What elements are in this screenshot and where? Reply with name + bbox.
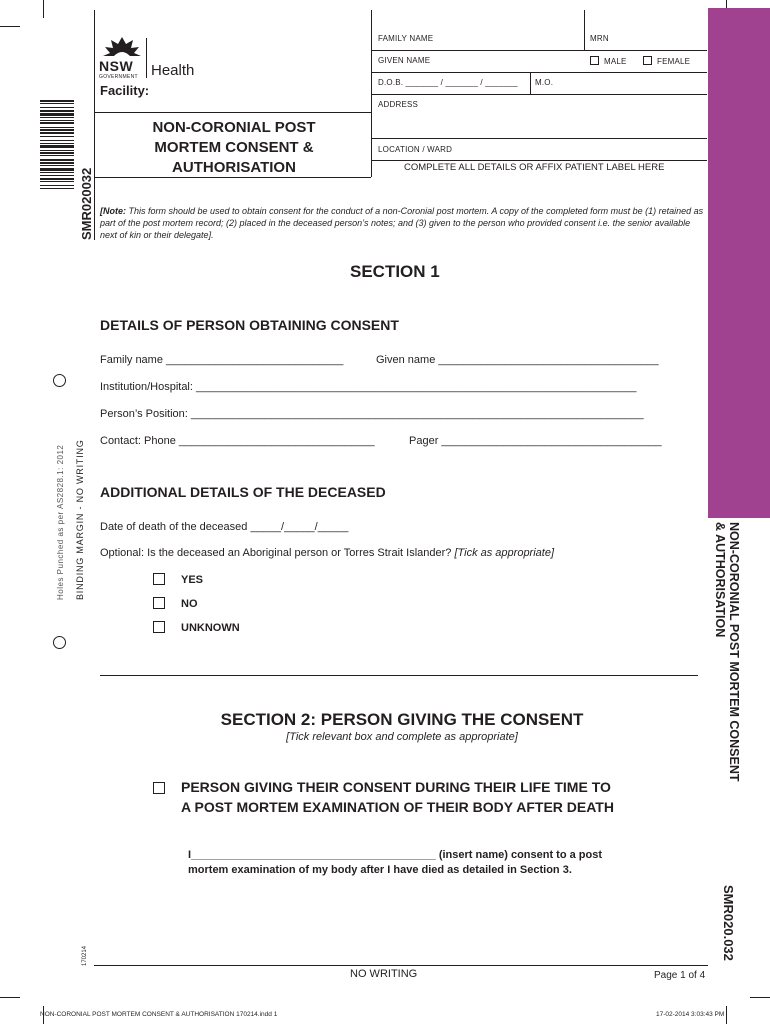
position-field[interactable]: Person’s Position: __________________________________________________________________________ — [100, 408, 644, 420]
file-name: NON-CORONIAL POST MORTEM CONSENT & AUTHORISATION 170214.indd 1 — [40, 1011, 278, 1018]
barcode-code: SMR020032 — [79, 167, 94, 240]
crop-mark — [750, 997, 770, 998]
barcode-bar — [40, 172, 74, 173]
obtainer-given-name-field[interactable]: Given name ____________________________________ — [376, 354, 659, 366]
barcode-bar — [40, 136, 74, 137]
barcode-bar — [40, 159, 74, 161]
pager-field[interactable]: Pager ____________________________________ — [409, 435, 662, 447]
logo-nsw-text: NSW — [99, 58, 134, 74]
note-body: This form should be used to obtain consent for the conduct of a non-Coronial post mortem. A copy of the completed form must be (1) retained as part of the post mortem record; (2) placed in the deceased person’s notes; and (3) given to the person who provided consent i.e. the senior available next of kin or their delegate]. — [100, 206, 704, 240]
barcode-bar — [40, 127, 74, 128]
barcode-bar — [40, 117, 74, 118]
facility-label: Facility: — [100, 83, 150, 98]
binding-margin-label: BINDING MARGIN - NO WRITING — [75, 439, 85, 600]
punch-hole — [53, 374, 66, 387]
barcode — [40, 100, 74, 240]
no-writing-label: NO WRITING — [350, 968, 418, 980]
side-tab — [708, 8, 770, 518]
given-name-label: GIVEN NAME — [378, 56, 431, 65]
holes-punched-label: Holes Punched as per AS2828.1: 2012 — [56, 444, 65, 600]
barcode-bar — [40, 143, 74, 144]
footer-rule — [94, 965, 708, 966]
institution-field[interactable]: Institution/Hospital: ________________________________________________________________________ — [100, 381, 637, 393]
health-label: Health — [151, 62, 195, 79]
margin-line — [94, 10, 95, 240]
logo-divider — [146, 38, 147, 78]
header-rule — [94, 112, 371, 113]
note-text — [100, 205, 704, 241]
patient-row-rule — [371, 50, 707, 51]
lifetime-consent-checkbox[interactable] — [153, 782, 165, 794]
address-label: ADDRESS — [378, 100, 419, 109]
mo-divider — [530, 72, 531, 94]
no-label: NO — [181, 598, 198, 610]
side-tab-title-line2: & AUTHORISATION — [713, 522, 727, 638]
male-checkbox[interactable] — [590, 56, 599, 65]
nsw-logo — [99, 36, 145, 80]
logo-government-text: GOVERNMENT — [99, 74, 138, 80]
side-tab-title — [713, 522, 741, 782]
unknown-checkbox[interactable] — [153, 621, 165, 633]
barcode-bar — [40, 181, 74, 182]
crop-mark — [43, 0, 44, 18]
female-label: FEMALE — [657, 57, 691, 66]
section1-title: SECTION 1 — [350, 262, 440, 281]
barcode-bar — [40, 145, 74, 148]
barcode-bar — [40, 110, 74, 112]
barcode-bar — [40, 188, 74, 189]
date-of-death-field[interactable]: Date of death of the deceased _____/_____/_____ — [100, 521, 349, 533]
page-number: Page 1 of 4 — [654, 970, 706, 981]
barcode-bar — [40, 129, 74, 131]
side-tab-title-line1: NON-CORONIAL POST MORTEM CONSENT — [727, 522, 741, 782]
barcode-bar — [40, 103, 74, 104]
section2-title: SECTION 2: PERSON GIVING THE CONSENT — [220, 710, 584, 729]
phone-field[interactable]: Contact: Phone ________________________________ — [100, 435, 375, 447]
lifetime-consent-label-1: PERSON GIVING THEIR CONSENT DURING THEIR LIFE TIME TO — [181, 779, 611, 795]
barcode-bar — [40, 162, 74, 164]
aboriginal-question-text: Optional: Is the deceased an Aboriginal person or Torres Strait Islander? — [100, 547, 455, 559]
family-name-label: FAMILY NAME — [378, 34, 434, 43]
waratah-icon — [100, 36, 144, 60]
deceased-details-heading: ADDITIONAL DETAILS OF THE DECEASED — [100, 484, 386, 500]
yes-checkbox[interactable] — [153, 573, 165, 585]
female-checkbox[interactable] — [643, 56, 652, 65]
barcode-bar — [40, 165, 74, 166]
mrn-label: MRN — [590, 34, 609, 43]
obtainer-family-name-field[interactable]: Family name _____________________________ — [100, 354, 344, 366]
crop-mark — [726, 1006, 727, 1024]
barcode-bar — [40, 168, 74, 171]
mo-label: M.O. — [535, 78, 554, 87]
note-prefix: [Note: — [100, 206, 126, 216]
barcode-bar — [40, 107, 74, 108]
barcode-bar — [40, 140, 74, 141]
barcode-bar — [40, 155, 74, 156]
aboriginal-question-hint: [Tick as appropriate] — [454, 547, 555, 559]
dob-label: D.O.B. _______ / _______ / _______ — [378, 78, 518, 87]
barcode-bar — [40, 120, 74, 121]
crop-mark — [0, 997, 20, 998]
patient-row-rule — [371, 138, 707, 139]
code-small: 170214 — [82, 945, 88, 966]
print-timestamp: 17-02-2014 3:03:43 PM — [656, 1011, 725, 1018]
yes-label: YES — [181, 574, 204, 586]
consent-statement: mortem examination of my body after I have died as detailed in Section 3. — [188, 864, 572, 876]
barcode-bar — [40, 150, 74, 151]
patient-row-rule — [371, 72, 707, 73]
barcode-bar — [40, 175, 74, 176]
patient-row-rule — [371, 160, 707, 161]
barcode-bar — [40, 113, 74, 116]
punch-hole — [53, 636, 66, 649]
crop-mark — [0, 26, 20, 27]
barcode-bar — [40, 178, 74, 180]
side-tab-code: SMR020.032 — [721, 885, 736, 961]
consent-name-field[interactable]: I________________________________________ (insert name) consent to a post — [188, 849, 603, 861]
unknown-label: UNKNOWN — [181, 622, 240, 634]
mrn-divider — [584, 10, 585, 50]
obtaining-consent-heading: DETAILS OF PERSON OBTAINING CONSENT — [100, 317, 399, 333]
patient-row-rule — [371, 94, 707, 95]
barcode-bar — [40, 100, 74, 102]
barcode-bar — [40, 122, 74, 124]
barcode-bar — [40, 132, 74, 134]
male-label: MALE — [604, 57, 627, 66]
lifetime-consent-label-2: A POST MORTEM EXAMINATION OF THEIR BODY AFTER DEATH — [181, 799, 614, 815]
barcode-bar — [40, 152, 74, 154]
section-divider — [100, 675, 698, 676]
form-title: NON-CORONIAL POST MORTEM CONSENT & AUTHORISATION — [152, 119, 316, 176]
section2-subtitle: [Tick relevant box and complete as appropriate] — [286, 731, 518, 743]
location-label: LOCATION / WARD — [378, 145, 453, 154]
patient-label-instruction: COMPLETE ALL DETAILS OR AFFIX PATIENT LABEL HERE — [404, 162, 665, 173]
barcode-bar — [40, 185, 74, 186]
aboriginal-question — [100, 547, 554, 559]
no-checkbox[interactable] — [153, 597, 165, 609]
